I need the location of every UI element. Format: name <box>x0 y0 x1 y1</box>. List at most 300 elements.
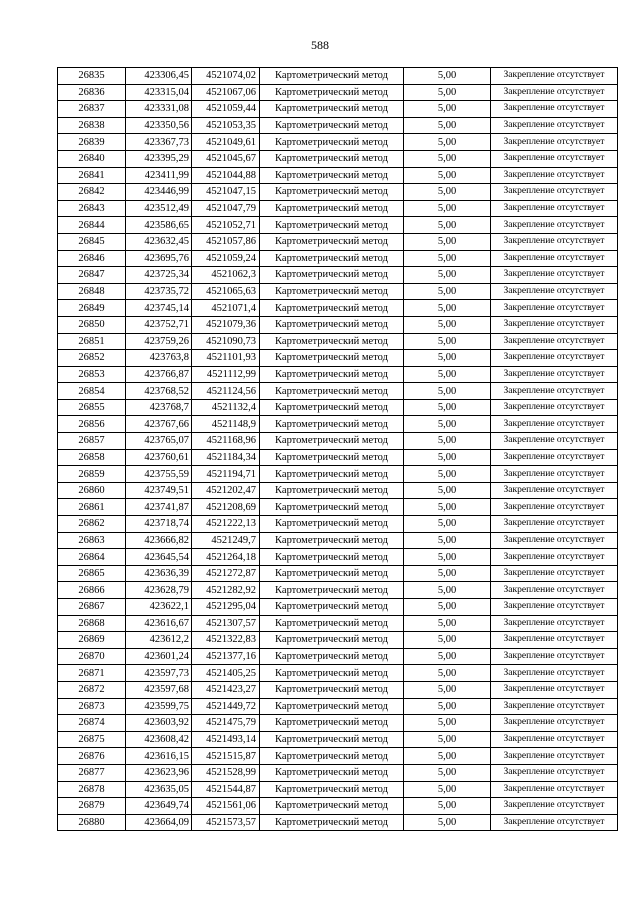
point-number-cell: 26859 <box>58 466 126 483</box>
accuracy-cell: 5,00 <box>404 217 491 234</box>
point-number-cell: 26848 <box>58 283 126 300</box>
accuracy-cell: 5,00 <box>404 665 491 682</box>
y-coordinate-cell: 4521044,88 <box>192 167 260 184</box>
y-coordinate-cell: 4521101,93 <box>192 350 260 367</box>
accuracy-cell: 5,00 <box>404 466 491 483</box>
fixing-cell: Закрепление отсутствует <box>491 350 618 367</box>
x-coordinate-cell: 423763,8 <box>126 350 192 367</box>
point-number-cell: 26850 <box>58 316 126 333</box>
y-coordinate-cell: 4521249,7 <box>192 532 260 549</box>
accuracy-cell: 5,00 <box>404 764 491 781</box>
table-row <box>58 499 618 516</box>
point-number-cell: 26835 <box>58 68 126 85</box>
method-cell: Картометрический метод <box>260 632 404 649</box>
point-number-cell: 26858 <box>58 449 126 466</box>
method-cell: Картометрический метод <box>260 681 404 698</box>
accuracy-cell: 5,00 <box>404 681 491 698</box>
y-coordinate-cell: 4521067,06 <box>192 84 260 101</box>
fixing-cell: Закрепление отсутствует <box>491 184 618 201</box>
y-coordinate-cell: 4521065,63 <box>192 283 260 300</box>
point-number-cell: 26872 <box>58 681 126 698</box>
x-coordinate-cell: 423695,76 <box>126 250 192 267</box>
accuracy-cell: 5,00 <box>404 781 491 798</box>
fixing-cell: Закрепление отсутствует <box>491 416 618 433</box>
point-number-cell: 26861 <box>58 499 126 516</box>
fixing-cell: Закрепление отсутствует <box>491 217 618 234</box>
accuracy-cell: 5,00 <box>404 250 491 267</box>
point-number-cell: 26860 <box>58 482 126 499</box>
fixing-cell: Закрепление отсутствует <box>491 267 618 284</box>
x-coordinate-cell: 423649,74 <box>126 798 192 815</box>
x-coordinate-cell: 423741,87 <box>126 499 192 516</box>
method-cell: Картометрический метод <box>260 416 404 433</box>
x-coordinate-cell: 423586,65 <box>126 217 192 234</box>
accuracy-cell: 5,00 <box>404 549 491 566</box>
point-number-cell: 26874 <box>58 715 126 732</box>
x-coordinate-cell: 423306,45 <box>126 68 192 85</box>
fixing-cell: Закрепление отсутствует <box>491 433 618 450</box>
x-coordinate-cell: 423331,08 <box>126 101 192 118</box>
y-coordinate-cell: 4521071,4 <box>192 300 260 317</box>
table-row <box>58 101 618 118</box>
y-coordinate-cell: 4521047,79 <box>192 200 260 217</box>
accuracy-cell: 5,00 <box>404 283 491 300</box>
accuracy-cell: 5,00 <box>404 416 491 433</box>
y-coordinate-cell: 4521208,69 <box>192 499 260 516</box>
y-coordinate-cell: 4521148,9 <box>192 416 260 433</box>
accuracy-cell: 5,00 <box>404 68 491 85</box>
method-cell: Картометрический метод <box>260 117 404 134</box>
accuracy-cell: 5,00 <box>404 648 491 665</box>
method-cell: Картометрический метод <box>260 167 404 184</box>
method-cell: Картометрический метод <box>260 300 404 317</box>
method-cell: Картометрический метод <box>260 698 404 715</box>
x-coordinate-cell: 423766,87 <box>126 366 192 383</box>
fixing-cell: Закрепление отсутствует <box>491 781 618 798</box>
y-coordinate-cell: 4521059,44 <box>192 101 260 118</box>
accuracy-cell: 5,00 <box>404 433 491 450</box>
method-cell: Картометрический метод <box>260 101 404 118</box>
x-coordinate-cell: 423759,26 <box>126 333 192 350</box>
y-coordinate-cell: 4521194,71 <box>192 466 260 483</box>
point-number-cell: 26866 <box>58 582 126 599</box>
method-cell: Картометрический метод <box>260 68 404 85</box>
method-cell: Картометрический метод <box>260 333 404 350</box>
y-coordinate-cell: 4521202,47 <box>192 482 260 499</box>
fixing-cell: Закрепление отсутствует <box>491 516 618 533</box>
y-coordinate-cell: 4521307,57 <box>192 615 260 632</box>
y-coordinate-cell: 4521322,83 <box>192 632 260 649</box>
y-coordinate-cell: 4521449,72 <box>192 698 260 715</box>
point-number-cell: 26877 <box>58 764 126 781</box>
method-cell: Картометрический метод <box>260 217 404 234</box>
method-cell: Картометрический метод <box>260 466 404 483</box>
fixing-cell: Закрепление отсутствует <box>491 549 618 566</box>
method-cell: Картометрический метод <box>260 184 404 201</box>
point-number-cell: 26851 <box>58 333 126 350</box>
method-cell: Картометрический метод <box>260 316 404 333</box>
y-coordinate-cell: 4521282,92 <box>192 582 260 599</box>
table-row <box>58 416 618 433</box>
table-row <box>58 300 618 317</box>
method-cell: Картометрический метод <box>260 283 404 300</box>
accuracy-cell: 5,00 <box>404 748 491 765</box>
x-coordinate-cell: 423411,99 <box>126 167 192 184</box>
table-row <box>58 200 618 217</box>
point-number-cell: 26841 <box>58 167 126 184</box>
accuracy-cell: 5,00 <box>404 300 491 317</box>
fixing-cell: Закрепление отсутствует <box>491 316 618 333</box>
accuracy-cell: 5,00 <box>404 233 491 250</box>
table-row <box>58 150 618 167</box>
x-coordinate-cell: 423446,99 <box>126 184 192 201</box>
method-cell: Картометрический метод <box>260 814 404 831</box>
accuracy-cell: 5,00 <box>404 449 491 466</box>
x-coordinate-cell: 423512,49 <box>126 200 192 217</box>
fixing-cell: Закрепление отсутствует <box>491 167 618 184</box>
x-coordinate-cell: 423350,56 <box>126 117 192 134</box>
x-coordinate-cell: 423768,52 <box>126 383 192 400</box>
y-coordinate-cell: 4521059,24 <box>192 250 260 267</box>
accuracy-cell: 5,00 <box>404 499 491 516</box>
x-coordinate-cell: 423735,72 <box>126 283 192 300</box>
x-coordinate-cell: 423767,66 <box>126 416 192 433</box>
accuracy-cell: 5,00 <box>404 134 491 151</box>
y-coordinate-cell: 4521047,15 <box>192 184 260 201</box>
method-cell: Картометрический метод <box>260 565 404 582</box>
point-number-cell: 26838 <box>58 117 126 134</box>
accuracy-cell: 5,00 <box>404 350 491 367</box>
fixing-cell: Закрепление отсутствует <box>491 68 618 85</box>
y-coordinate-cell: 4521544,87 <box>192 781 260 798</box>
point-number-cell: 26855 <box>58 399 126 416</box>
fixing-cell: Закрепление отсутствует <box>491 466 618 483</box>
x-coordinate-cell: 423745,14 <box>126 300 192 317</box>
point-number-cell: 26865 <box>58 565 126 582</box>
accuracy-cell: 5,00 <box>404 532 491 549</box>
method-cell: Картометрический метод <box>260 399 404 416</box>
y-coordinate-cell: 4521475,79 <box>192 715 260 732</box>
x-coordinate-cell: 423395,29 <box>126 150 192 167</box>
table-row <box>58 267 618 284</box>
x-coordinate-cell: 423760,61 <box>126 449 192 466</box>
x-coordinate-cell: 423608,42 <box>126 731 192 748</box>
x-coordinate-cell: 423645,54 <box>126 549 192 566</box>
point-number-cell: 26846 <box>58 250 126 267</box>
method-cell: Картометрический метод <box>260 715 404 732</box>
table-row <box>58 68 618 85</box>
fixing-cell: Закрепление отсутствует <box>491 764 618 781</box>
x-coordinate-cell: 423597,68 <box>126 681 192 698</box>
fixing-cell: Закрепление отсутствует <box>491 84 618 101</box>
accuracy-cell: 5,00 <box>404 731 491 748</box>
method-cell: Картометрический метод <box>260 549 404 566</box>
table-row <box>58 632 618 649</box>
accuracy-cell: 5,00 <box>404 814 491 831</box>
x-coordinate-cell: 423749,51 <box>126 482 192 499</box>
y-coordinate-cell: 4521052,71 <box>192 217 260 234</box>
accuracy-cell: 5,00 <box>404 200 491 217</box>
method-cell: Картометрический метод <box>260 731 404 748</box>
y-coordinate-cell: 4521295,04 <box>192 599 260 616</box>
table-row <box>58 217 618 234</box>
point-number-cell: 26857 <box>58 433 126 450</box>
accuracy-cell: 5,00 <box>404 516 491 533</box>
point-number-cell: 26863 <box>58 532 126 549</box>
method-cell: Картометрический метод <box>260 665 404 682</box>
table-row <box>58 350 618 367</box>
table-row <box>58 366 618 383</box>
table-row <box>58 698 618 715</box>
y-coordinate-cell: 4521264,18 <box>192 549 260 566</box>
fixing-cell: Закрепление отсутствует <box>491 300 618 317</box>
y-coordinate-cell: 4521222,13 <box>192 516 260 533</box>
accuracy-cell: 5,00 <box>404 150 491 167</box>
accuracy-cell: 5,00 <box>404 698 491 715</box>
point-number-cell: 26880 <box>58 814 126 831</box>
table-row <box>58 565 618 582</box>
x-coordinate-cell: 423628,79 <box>126 582 192 599</box>
y-coordinate-cell: 4521405,25 <box>192 665 260 682</box>
method-cell: Картометрический метод <box>260 134 404 151</box>
y-coordinate-cell: 4521423,27 <box>192 681 260 698</box>
accuracy-cell: 5,00 <box>404 316 491 333</box>
point-number-cell: 26839 <box>58 134 126 151</box>
x-coordinate-cell: 423601,24 <box>126 648 192 665</box>
method-cell: Картометрический метод <box>260 615 404 632</box>
table-row <box>58 482 618 499</box>
table-row <box>58 532 618 549</box>
accuracy-cell: 5,00 <box>404 184 491 201</box>
point-number-cell: 26847 <box>58 267 126 284</box>
fixing-cell: Закрепление отсутствует <box>491 333 618 350</box>
table-row <box>58 665 618 682</box>
method-cell: Картометрический метод <box>260 516 404 533</box>
method-cell: Картометрический метод <box>260 449 404 466</box>
y-coordinate-cell: 4521184,34 <box>192 449 260 466</box>
fixing-cell: Закрепление отсутствует <box>491 731 618 748</box>
table-row <box>58 615 618 632</box>
method-cell: Картометрический метод <box>260 798 404 815</box>
y-coordinate-cell: 4521561,06 <box>192 798 260 815</box>
method-cell: Картометрический метод <box>260 582 404 599</box>
method-cell: Картометрический метод <box>260 532 404 549</box>
table-row <box>58 250 618 267</box>
y-coordinate-cell: 4521132,4 <box>192 399 260 416</box>
point-number-cell: 26852 <box>58 350 126 367</box>
accuracy-cell: 5,00 <box>404 101 491 118</box>
table-row <box>58 549 618 566</box>
fixing-cell: Закрепление отсутствует <box>491 798 618 815</box>
x-coordinate-cell: 423632,45 <box>126 233 192 250</box>
point-number-cell: 26875 <box>58 731 126 748</box>
fixing-cell: Закрепление отсутствует <box>491 250 618 267</box>
y-coordinate-cell: 4521573,57 <box>192 814 260 831</box>
accuracy-cell: 5,00 <box>404 565 491 582</box>
table-row <box>58 184 618 201</box>
accuracy-cell: 5,00 <box>404 117 491 134</box>
table-row <box>58 134 618 151</box>
point-number-cell: 26856 <box>58 416 126 433</box>
x-coordinate-cell: 423367,73 <box>126 134 192 151</box>
point-number-cell: 26862 <box>58 516 126 533</box>
table-row <box>58 599 618 616</box>
fixing-cell: Закрепление отсутствует <box>491 582 618 599</box>
fixing-cell: Закрепление отсутствует <box>491 648 618 665</box>
fixing-cell: Закрепление отсутствует <box>491 748 618 765</box>
accuracy-cell: 5,00 <box>404 399 491 416</box>
method-cell: Картометрический метод <box>260 150 404 167</box>
table-row <box>58 167 618 184</box>
point-number-cell: 26836 <box>58 84 126 101</box>
x-coordinate-cell: 423622,1 <box>126 599 192 616</box>
x-coordinate-cell: 423666,82 <box>126 532 192 549</box>
method-cell: Картометрический метод <box>260 250 404 267</box>
x-coordinate-cell: 423635,05 <box>126 781 192 798</box>
method-cell: Картометрический метод <box>260 200 404 217</box>
fixing-cell: Закрепление отсутствует <box>491 383 618 400</box>
accuracy-cell: 5,00 <box>404 267 491 284</box>
accuracy-cell: 5,00 <box>404 482 491 499</box>
accuracy-cell: 5,00 <box>404 383 491 400</box>
x-coordinate-cell: 423603,92 <box>126 715 192 732</box>
method-cell: Картометрический метод <box>260 267 404 284</box>
point-number-cell: 26878 <box>58 781 126 798</box>
point-number-cell: 26843 <box>58 200 126 217</box>
y-coordinate-cell: 4521528,99 <box>192 764 260 781</box>
fixing-cell: Закрепление отсутствует <box>491 482 618 499</box>
fixing-cell: Закрепление отсутствует <box>491 399 618 416</box>
accuracy-cell: 5,00 <box>404 366 491 383</box>
y-coordinate-cell: 4521515,87 <box>192 748 260 765</box>
x-coordinate-cell: 423718,74 <box>126 516 192 533</box>
x-coordinate-cell: 423612,2 <box>126 632 192 649</box>
accuracy-cell: 5,00 <box>404 632 491 649</box>
point-number-cell: 26876 <box>58 748 126 765</box>
fixing-cell: Закрепление отсутствует <box>491 283 618 300</box>
table-row <box>58 582 618 599</box>
fixing-cell: Закрепление отсутствует <box>491 117 618 134</box>
fixing-cell: Закрепление отсутствует <box>491 200 618 217</box>
fixing-cell: Закрепление отсутствует <box>491 698 618 715</box>
y-coordinate-cell: 4521074,02 <box>192 68 260 85</box>
table-row <box>58 399 618 416</box>
fixing-cell: Закрепление отсутствует <box>491 499 618 516</box>
fixing-cell: Закрепление отсутствует <box>491 233 618 250</box>
accuracy-cell: 5,00 <box>404 715 491 732</box>
point-number-cell: 26869 <box>58 632 126 649</box>
table-row <box>58 316 618 333</box>
table-row <box>58 715 618 732</box>
point-number-cell: 26845 <box>58 233 126 250</box>
table-row <box>58 748 618 765</box>
accuracy-cell: 5,00 <box>404 582 491 599</box>
table-row <box>58 433 618 450</box>
table-row <box>58 233 618 250</box>
point-number-cell: 26868 <box>58 615 126 632</box>
y-coordinate-cell: 4521090,73 <box>192 333 260 350</box>
point-number-cell: 26867 <box>58 599 126 616</box>
method-cell: Картометрический метод <box>260 350 404 367</box>
method-cell: Картометрический метод <box>260 383 404 400</box>
point-number-cell: 26864 <box>58 549 126 566</box>
fixing-cell: Закрепление отсутствует <box>491 150 618 167</box>
x-coordinate-cell: 423636,39 <box>126 565 192 582</box>
table-row <box>58 449 618 466</box>
y-coordinate-cell: 4521112,99 <box>192 366 260 383</box>
table-row <box>58 516 618 533</box>
x-coordinate-cell: 423664,09 <box>126 814 192 831</box>
x-coordinate-cell: 423765,07 <box>126 433 192 450</box>
x-coordinate-cell: 423597,73 <box>126 665 192 682</box>
y-coordinate-cell: 4521062,3 <box>192 267 260 284</box>
x-coordinate-cell: 423752,71 <box>126 316 192 333</box>
method-cell: Картометрический метод <box>260 499 404 516</box>
y-coordinate-cell: 4521272,87 <box>192 565 260 582</box>
point-number-cell: 26849 <box>58 300 126 317</box>
method-cell: Картометрический метод <box>260 233 404 250</box>
x-coordinate-cell: 423616,15 <box>126 748 192 765</box>
method-cell: Картометрический метод <box>260 366 404 383</box>
point-number-cell: 26840 <box>58 150 126 167</box>
point-number-cell: 26879 <box>58 798 126 815</box>
x-coordinate-cell: 423768,7 <box>126 399 192 416</box>
accuracy-cell: 5,00 <box>404 84 491 101</box>
fixing-cell: Закрепление отсутствует <box>491 599 618 616</box>
table-row <box>58 814 618 831</box>
fixing-cell: Закрепление отсутствует <box>491 101 618 118</box>
y-coordinate-cell: 4521168,96 <box>192 433 260 450</box>
x-coordinate-cell: 423616,67 <box>126 615 192 632</box>
table-row <box>58 798 618 815</box>
method-cell: Картометрический метод <box>260 748 404 765</box>
method-cell: Картометрический метод <box>260 781 404 798</box>
y-coordinate-cell: 4521377,16 <box>192 648 260 665</box>
table-row <box>58 781 618 798</box>
point-number-cell: 26853 <box>58 366 126 383</box>
page-number: 588 <box>311 38 329 52</box>
accuracy-cell: 5,00 <box>404 798 491 815</box>
accuracy-cell: 5,00 <box>404 599 491 616</box>
fixing-cell: Закрепление отсутствует <box>491 665 618 682</box>
y-coordinate-cell: 4521057,86 <box>192 233 260 250</box>
point-number-cell: 26837 <box>58 101 126 118</box>
fixing-cell: Закрепление отсутствует <box>491 615 618 632</box>
fixing-cell: Закрепление отсутствует <box>491 565 618 582</box>
method-cell: Картометрический метод <box>260 84 404 101</box>
x-coordinate-cell: 423623,96 <box>126 764 192 781</box>
accuracy-cell: 5,00 <box>404 167 491 184</box>
table-row <box>58 283 618 300</box>
fixing-cell: Закрепление отсутствует <box>491 814 618 831</box>
fixing-cell: Закрепление отсутствует <box>491 681 618 698</box>
point-number-cell: 26854 <box>58 383 126 400</box>
y-coordinate-cell: 4521053,35 <box>192 117 260 134</box>
fixing-cell: Закрепление отсутствует <box>491 366 618 383</box>
accuracy-cell: 5,00 <box>404 615 491 632</box>
fixing-cell: Закрепление отсутствует <box>491 715 618 732</box>
fixing-cell: Закрепление отсутствует <box>491 532 618 549</box>
fixing-cell: Закрепление отсутствует <box>491 632 618 649</box>
method-cell: Картометрический метод <box>260 433 404 450</box>
coordinates-table-body <box>58 68 618 831</box>
method-cell: Картометрический метод <box>260 482 404 499</box>
point-number-cell: 26871 <box>58 665 126 682</box>
table-row <box>58 333 618 350</box>
point-number-cell: 26842 <box>58 184 126 201</box>
table-row <box>58 466 618 483</box>
table-row <box>58 764 618 781</box>
